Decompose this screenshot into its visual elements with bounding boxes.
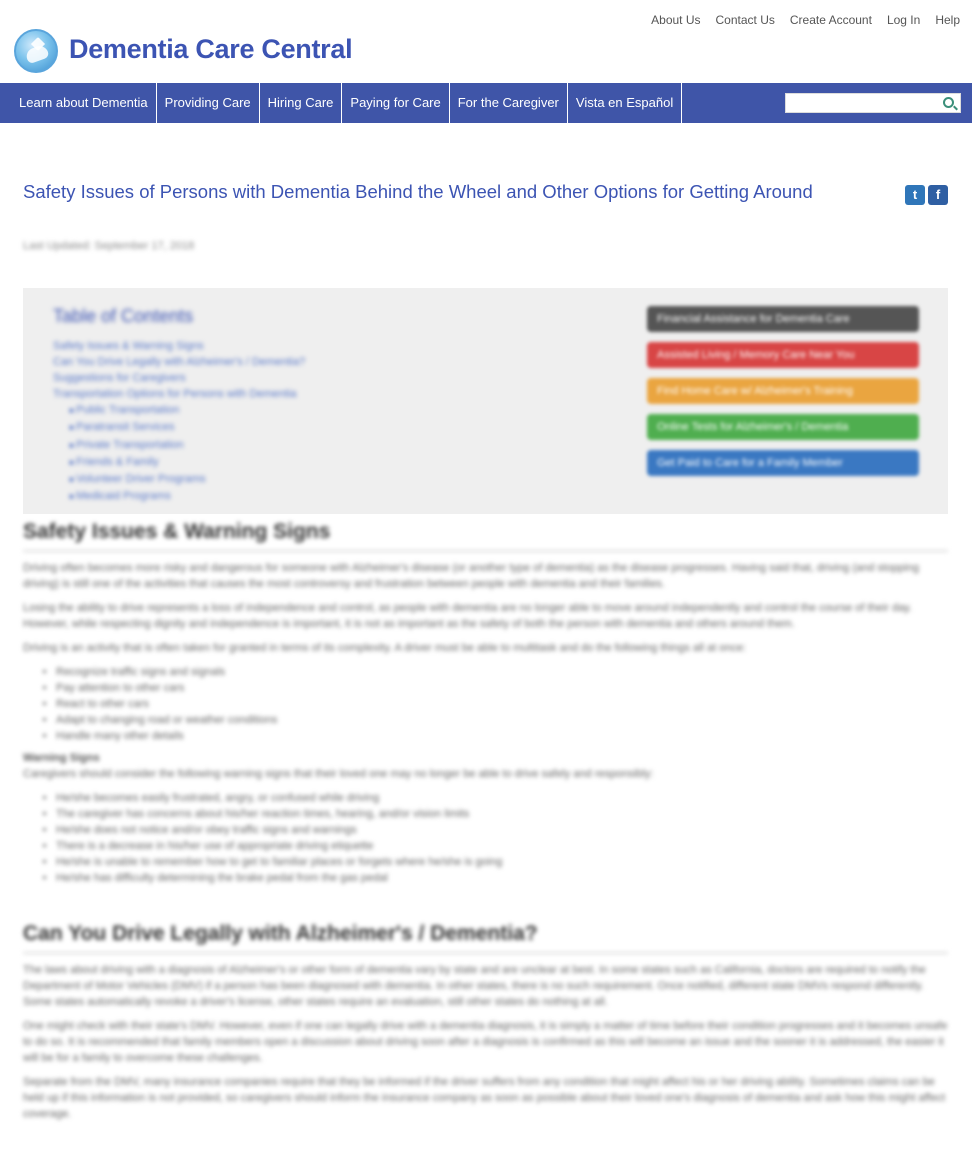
list-item: • Adapt to changing road or weather conditions	[56, 712, 948, 728]
paragraph: Losing the ability to drive represents a loss of independence and control, as people with dementia are no longer able to move around independently and control the course of their day. However, while respecting dignity and independence is important, it is not as important as the safety of both the person with dementia and others around them.	[23, 602, 912, 630]
nav-hiring-care[interactable]: Hiring Care	[260, 83, 343, 123]
toc-sublink[interactable]: ■ Medicaid Programs	[53, 488, 305, 505]
toc-list	[53, 338, 305, 505]
toc-title: Table of Contents	[53, 306, 194, 326]
page-title: Safety Issues of Persons with Dementia Behind the Wheel and Other Options for Getting Around	[23, 181, 813, 202]
nav-for-the-caregiver[interactable]: For the Caregiver	[450, 83, 568, 123]
search-box	[785, 93, 961, 113]
twitter-icon[interactable]: t	[905, 185, 925, 205]
section-spacer	[23, 892, 948, 922]
paragraph: The laws about driving with a diagnosis of Alzheimer's or other form of dementia vary by state and are unclear at best. In some states such as California, doctors are required to notify the Department of Motor Vehicles (DMV) if a person has been diagnosed with dementia. In other states, there is no such requirement. Once notified, different state DMVs respond differently. Some states automatically revoke a driver's license, other states require an evaluation, still other states do nothing at all.	[23, 964, 926, 1008]
last-updated: Last Updated: September 17, 2018	[23, 240, 195, 252]
hand-icon	[24, 44, 49, 65]
list-item: • He/she is unable to remember how to get to familiar places or forgets where he/she is going	[56, 854, 948, 870]
toc-sublink[interactable]: ■ Paratransit Services	[53, 419, 305, 436]
cta-get-paid-button[interactable]: Get Paid to Care for a Family Member	[647, 450, 919, 476]
site-title[interactable]: Dementia Care Central	[69, 34, 353, 64]
list-item: • The caregiver has concerns about his/her reaction times, hearing, and/or vision limits	[56, 806, 948, 822]
toc-sublink[interactable]: ■ Private Transportation	[53, 437, 305, 454]
table-of-contents-panel	[23, 288, 948, 514]
nav-providing-care[interactable]: Providing Care	[157, 83, 260, 123]
toc-link[interactable]: Can You Drive Legally with Alzheimer's / Dementia?	[53, 356, 306, 369]
about-us-link[interactable]: About Us	[651, 13, 701, 27]
list-item: • React to other cars	[56, 696, 948, 712]
toc-link[interactable]: Safety Issues & Warning Signs	[53, 340, 204, 352]
article-body	[23, 520, 948, 1130]
contact-us-link[interactable]: Contact Us	[715, 13, 775, 27]
list-item: • He/she becomes easily frustrated, angry, or confused while driving	[56, 790, 948, 806]
nav-learn-about-dementia[interactable]: Learn about Dementia	[0, 83, 157, 123]
toc-link[interactable]: Suggestions for Caregivers	[53, 372, 186, 385]
toc-sublink[interactable]: ■ Volunteer Driver Programs	[53, 471, 305, 488]
cta-assisted-living-button[interactable]: Assisted Living / Memory Care Near You	[647, 342, 919, 368]
facebook-icon[interactable]: f	[928, 185, 948, 205]
bullet-list	[56, 790, 948, 886]
list-item: • He/she does not notice and/or obey traffic signs and warnings	[56, 822, 948, 838]
bullet-list	[56, 664, 948, 744]
paragraph: Caregivers should consider the following warning signs that their loved one may no longer be able to drive safely and responsibly:	[23, 768, 654, 780]
paragraph: Driving often becomes more risky and dangerous for someone with Alzheimer's disease (or another type of dementia) as the disease progresses. Having said that, driving (and stopping driving) is still one of the activities that causes the most controversy and frustration between people with dementia and their families.	[23, 562, 920, 590]
logo-icon[interactable]	[14, 29, 58, 73]
log-in-link[interactable]: Log In	[886, 13, 921, 27]
cta-online-tests-button[interactable]: Online Tests for Alzheimer's / Dementia	[647, 414, 919, 440]
section-heading: Can You Drive Legally with Alzheimer's / Dementia?	[23, 922, 948, 954]
search-input[interactable]	[786, 94, 936, 112]
list-item: • Recognize traffic signs and signals	[56, 664, 948, 680]
site-header	[0, 0, 972, 83]
paragraph: One might check with their state's DMV. However, even if one can legally drive with a dementia diagnosis, it is simply a matter of time before their condition progresses and it becomes unsafe to do so. It is recommended that family members open a discussion about driving soon after a diagnosis is confirmed as this will become an issue and the sooner it is addressed, the easier it will be for a family to overcome these challenges.	[23, 1020, 948, 1064]
cta-home-care-button[interactable]: Find Home Care w/ Alzheimer's Training	[647, 378, 919, 404]
nav-paying-for-care[interactable]: Paying for Care	[342, 83, 449, 123]
warning-signs-title: Warning Signs	[23, 752, 100, 764]
list-item: • Pay attention to other cars	[56, 680, 948, 696]
paragraph: Driving is an activity that is often taken for granted in terms of its complexity. A driver must be able to multitask and do the following things all at once:	[23, 642, 747, 654]
create-account-link[interactable]: Create Account	[789, 13, 872, 27]
toc-sublink[interactable]: ■ Public Transportation	[53, 402, 305, 419]
toc-sublink[interactable]: ■ Friends & Family	[53, 454, 305, 471]
search-icon[interactable]	[943, 97, 954, 108]
toc-link[interactable]: Transportation Options for Persons with Dementia	[53, 388, 297, 401]
social-share	[905, 185, 948, 205]
cta-financial-assistance-button[interactable]: Financial Assistance for Dementia Care	[647, 306, 919, 332]
list-item: • There is a decrease in his/her use of appropriate driving etiquette	[56, 838, 948, 854]
nav-vista-en-espanol[interactable]: Vista en Español	[568, 83, 682, 123]
main-nav	[0, 83, 972, 123]
paragraph: Separate from the DMV, many insurance companies require that they be informed if the driver suffers from any condition that might affect his or her driving ability. Sometimes claims can be held up if this information is not provided, so caregivers should inform the insurance company as soon as possible about their loved one's diagnosis of dementia and ask how this might affect coverage.	[23, 1076, 946, 1120]
list-item: • He/she has difficulty determining the brake pedal from the gas pedal	[56, 870, 948, 886]
utility-nav	[636, 13, 960, 27]
help-link[interactable]: Help	[935, 13, 960, 27]
section-heading: Safety Issues & Warning Signs	[23, 520, 948, 552]
list-item: • Handle many other details	[56, 728, 948, 744]
